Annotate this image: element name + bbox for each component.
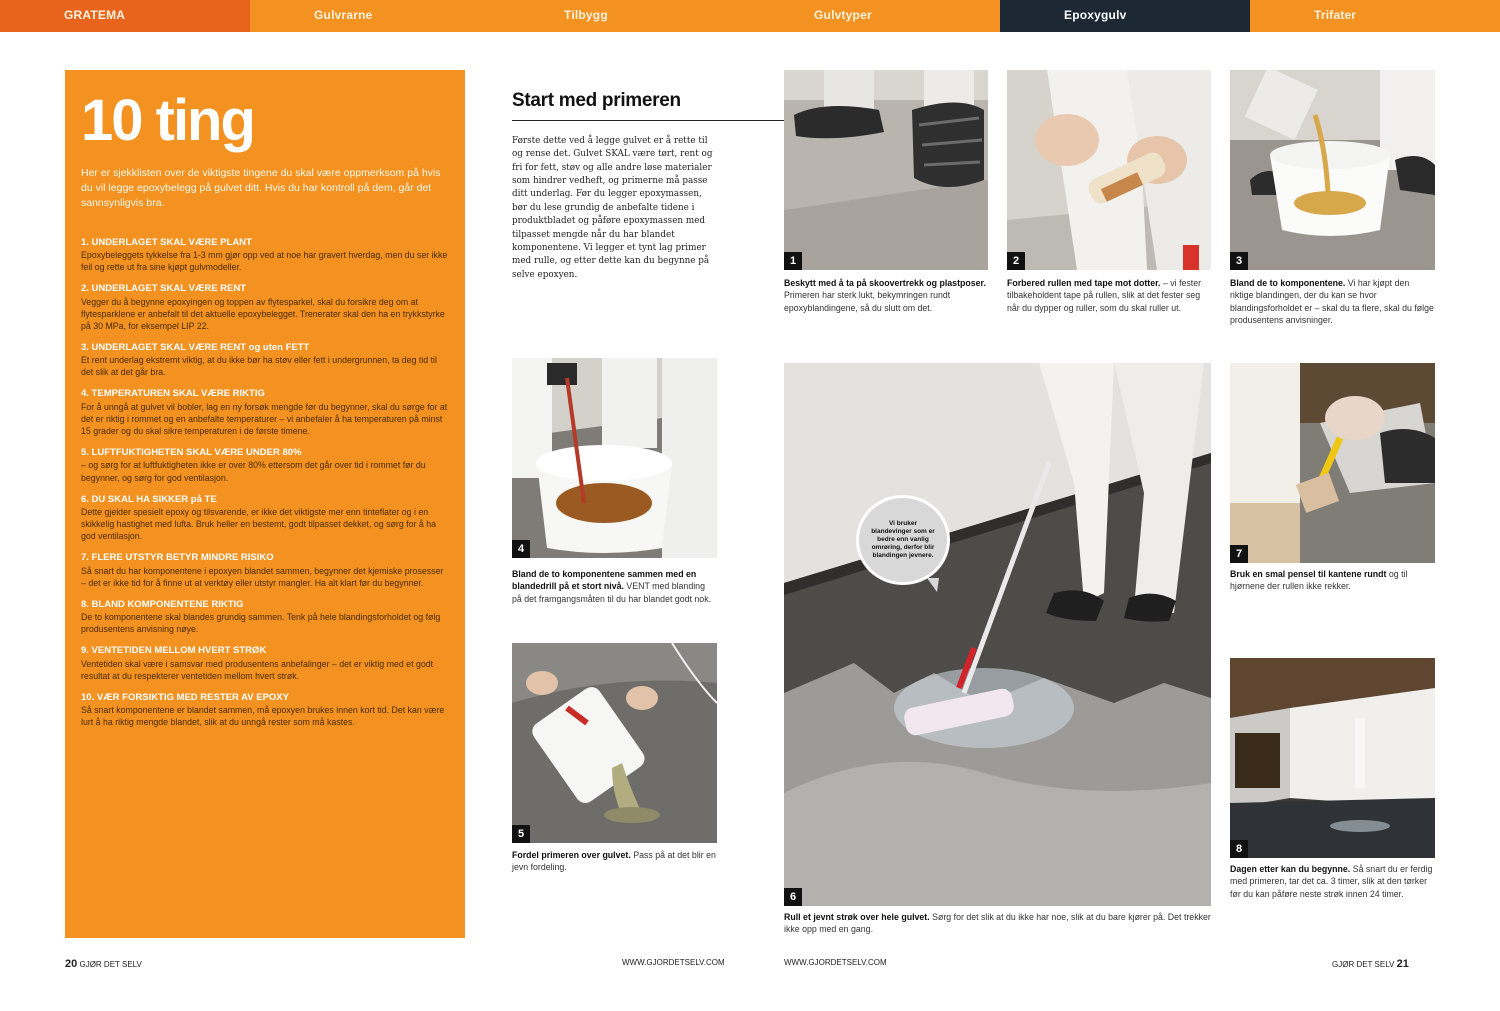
caption-step-3 xyxy=(1230,277,1435,326)
caption-lead: Dagen etter kan du begynne. xyxy=(1230,864,1351,874)
step-number-badge: 8 xyxy=(1230,840,1248,858)
tip-item xyxy=(81,341,449,379)
step-number-badge: 2 xyxy=(1007,252,1025,270)
tip-text: Vegger du å begynne epoxyingen og toppen av flytesparkel, skal du forsikre deg om at flytesparklene er anbefalt til det aktuelle epoxybelegget. Trenerater skal den ha en trykkstyrke på 30 MPa, for eksempel LIP 22. xyxy=(81,296,445,331)
step-number-badge: 4 xyxy=(512,540,530,558)
speech-bubble: Vi bruker blandevinger som er bedre enn vanlig omrøring, derfor blir blandingen jevnere. xyxy=(856,495,950,585)
caption-lead: Fordel primeren over gulvet. xyxy=(512,850,631,860)
tab-trifater[interactable]: Trifater xyxy=(1314,8,1357,22)
tip-text: Epoxybeleggets tykkelse fra 1-3 mm gjør opp ved at noe har gravert hverdag, men du ser ikke feil og rette ut fra sine kjøpt gulvmodeller. xyxy=(81,249,448,273)
tip-heading: 6. DU SKAL HA SIKKER på TE xyxy=(81,493,217,505)
tip-heading: 3. UNDERLAGET SKAL VÆRE RENT og uten FETT xyxy=(81,341,310,353)
caption-lead: Rull et jevnt strøk over hele gulvet. xyxy=(784,912,930,922)
caption-lead: Bland de to komponentene. xyxy=(1230,278,1346,288)
sidebar-intro: Her er sjekklisten over de viktigste tingene du skal være oppmerksom på hvis du vil legge epoxybelegg på gulvet ditt. Hvis du har kontroll på dem, går det sannsynligvis bra. xyxy=(81,167,441,210)
step-number-badge: 5 xyxy=(512,825,530,843)
caption-step-7 xyxy=(1230,568,1435,593)
caption-text: Sørg for det slik at du ikke har noe, slik at du bare kjører på. Det trekker ikke opp med en gang. xyxy=(784,912,1211,935)
tip-heading: 7. FLERE UTSTYR BETYR MINDRE RISIKO xyxy=(81,552,274,564)
sidebar-title: 10 ting xyxy=(81,88,254,153)
tip-text: – og sørg for at luftfuktigheten ikke er over 80% ettersom det går over tid i rommet før du begynner, og sørg for god ventilasjon. xyxy=(81,460,426,483)
tip-text: Så snart komponentene er blandet sammen, må epoxyen brukes innen kort tid. Det kan være lurt å ha riktig mengde blandet, slik at du unngå rester som må kastes. xyxy=(81,705,445,728)
caption-text: – vi fester tilbakeholdent tape på rullen, slik at det fester seg når du dypper og ruller, som du skal ruller ut. xyxy=(1007,278,1202,313)
step-number-badge: 1 xyxy=(784,252,802,270)
caption-step-1 xyxy=(784,277,988,314)
footer-url-left[interactable]: WWW.GJORDETSELV.COM xyxy=(622,958,725,967)
tip-heading: 4. TEMPERATUREN SKAL VÆRE RIKTIG xyxy=(81,388,265,400)
checklist-sidebar xyxy=(65,70,465,938)
photo-step-7 xyxy=(1230,363,1435,563)
tip-heading: 8. BLAND KOMPONENTENE RIKTIG xyxy=(81,598,244,610)
caption-text: Så snart du er ferdig med primeren, tar det ca. 3 timer, slik at den tørker før du kan påføre neste strøk innen 24 timer. xyxy=(1230,864,1433,899)
tip-item xyxy=(81,551,449,589)
tip-item xyxy=(81,644,449,682)
tip-text: Et rent underlag ekstremt viktig, at du ikke bør ha støv eller fett i undergrunnen, ta deg tid til det slik at det går bra. xyxy=(81,355,437,378)
photo-step-3 xyxy=(1230,70,1435,270)
tip-text: Dette gjelder spesielt epoxy og tilsvarende, er ikke det viktigste mer enn tinteflater og i en skikkelig hastighet med lufta. Bruk heller en bestemt, godt tilpasset dekket, og sørg for å ha god ventilasjon. xyxy=(81,506,436,542)
tip-item xyxy=(81,236,449,274)
tip-item xyxy=(81,493,449,543)
tip-heading: 1. UNDERLAGET SKAL VÆRE PLANT xyxy=(81,236,252,248)
photo-step-6 xyxy=(784,363,1211,906)
tip-text: Så snart du har komponentene i epoxyen blandet sammen, begynner det kjemiske prosesser – det er ikke tid for å finne ut at verktøy eller utstyr mangler. Ha alt klart før du begynner. xyxy=(81,565,444,588)
caption-text: Vi har kjøpt den riktige blandingen, der du kan se hvor blandingsforholdet er – skal du ta flere, skal du følge produsentens anvisninger. xyxy=(1230,278,1434,325)
tip-heading: 2. UNDERLAGET SKAL VÆRE RENT xyxy=(81,283,247,295)
page-number: 20 xyxy=(65,958,78,970)
tip-item xyxy=(81,446,449,484)
caption-text: VENT med blanding på det framgangsmåten til du har blandet godt nok. xyxy=(512,581,712,604)
caption-step-6 xyxy=(784,911,1211,936)
step-number-badge: 6 xyxy=(784,888,802,906)
article-heading: Start med primeren xyxy=(512,90,681,111)
caption-step-2 xyxy=(1007,277,1211,314)
footer-right xyxy=(1332,958,1409,970)
tip-heading: 10. VÆR FORSIKTIG MED RESTER AV EPOXY xyxy=(81,691,289,703)
tip-item xyxy=(81,387,449,437)
photo-step-2 xyxy=(1007,70,1211,270)
caption-text: Pass på at det blir en jevn fordeling. xyxy=(512,850,716,873)
magazine-name: GJØR DET SELV xyxy=(79,960,142,969)
photo-step-4 xyxy=(512,358,717,558)
photo-step-1 xyxy=(784,70,988,270)
tip-heading: 9. VENTETIDEN MELLOM HVERT STRØK xyxy=(81,645,267,657)
tab-tilbygg[interactable]: Tilbygg xyxy=(564,8,608,22)
photo-step-5 xyxy=(512,643,717,843)
caption-lead: Bruk en smal pensel til kantene rundt xyxy=(1230,569,1387,579)
tab-gratema[interactable]: GRATEMA xyxy=(0,0,250,32)
tip-item xyxy=(81,598,449,636)
tip-text: De to komponentene skal blandes grundig sammen. Tenk på hele blandingsforholdet og følg produsentens anvisning nøye. xyxy=(81,612,441,635)
caption-lead: Forbered rullen med tape mot dotter. xyxy=(1007,278,1161,288)
caption-lead: Bland de to komponentene sammen med en blandedrill på et stort nivå. xyxy=(512,569,697,592)
caption-lead: Beskytt med å ta på skoovertrekk og plastposer. xyxy=(784,278,986,288)
tip-text: Ventetiden skal være i samsvar med produsentens anbefalinger – det er viktig med et godt resultat at du respekterer ventetiden mellom hvert strøk. xyxy=(81,658,434,681)
tab-gulvtyper[interactable]: Gulvtyper xyxy=(814,8,872,22)
caption-text: og til hjørnene der rullen ikke rekker. xyxy=(1230,569,1408,592)
top-navigation xyxy=(0,0,1500,32)
footer-url-right[interactable]: WWW.GJORDETSELV.COM xyxy=(784,958,887,967)
caption-step-4 xyxy=(512,568,717,605)
footer-left xyxy=(65,958,142,970)
page-number: 21 xyxy=(1396,958,1409,970)
magazine-name: GJØR DET SELV xyxy=(1332,960,1395,969)
tip-item xyxy=(81,691,449,729)
caption-text: Primeren har sterk lukt, bekymringen rundt epoxyblandingene, så du slutt om det. xyxy=(784,290,951,313)
step-number-badge: 3 xyxy=(1230,252,1248,270)
tab-gulvrarne[interactable]: Gulvrarne xyxy=(314,8,373,22)
photo-step-8 xyxy=(1230,658,1435,858)
tab-epoxygulv[interactable]: Epoxygulv xyxy=(1000,0,1250,32)
caption-step-8 xyxy=(1230,863,1435,900)
caption-step-5 xyxy=(512,849,717,874)
tip-heading: 5. LUFTFUKTIGHETEN SKAL VÆRE UNDER 80% xyxy=(81,447,302,459)
tip-text: For å unngå at gulvet vil bobler, lag en ny forsøk mengde før du begynner, skal du sørge for at det er riktig i rommet og en anbefalte temperaturer – vi anbefaler å ha temperaturen på minst 15 grader og du skal sikre temperaturen i de første timene. xyxy=(81,401,448,436)
step-number-badge: 7 xyxy=(1230,545,1248,563)
heading-divider xyxy=(512,120,784,121)
article-body: Første dette ved å legge gulvet er å rette til og rense det. Gulvet SKAL være tørt, rent og fri for fett, støv og alle andre løse materialer som hindrer vedheft, og primerne må passe ditt underlag. Før du legger epoxymassen, bør du lese grundig de anbefalte tidene i produktbladet og påføre epoxymassen med tilpasset mengde når du har blandet komponentene. Vi legger et tynt lag primer med rulle, og etter dette kan du begynne på selve epoxyen. xyxy=(512,136,713,280)
tip-item xyxy=(81,282,449,332)
